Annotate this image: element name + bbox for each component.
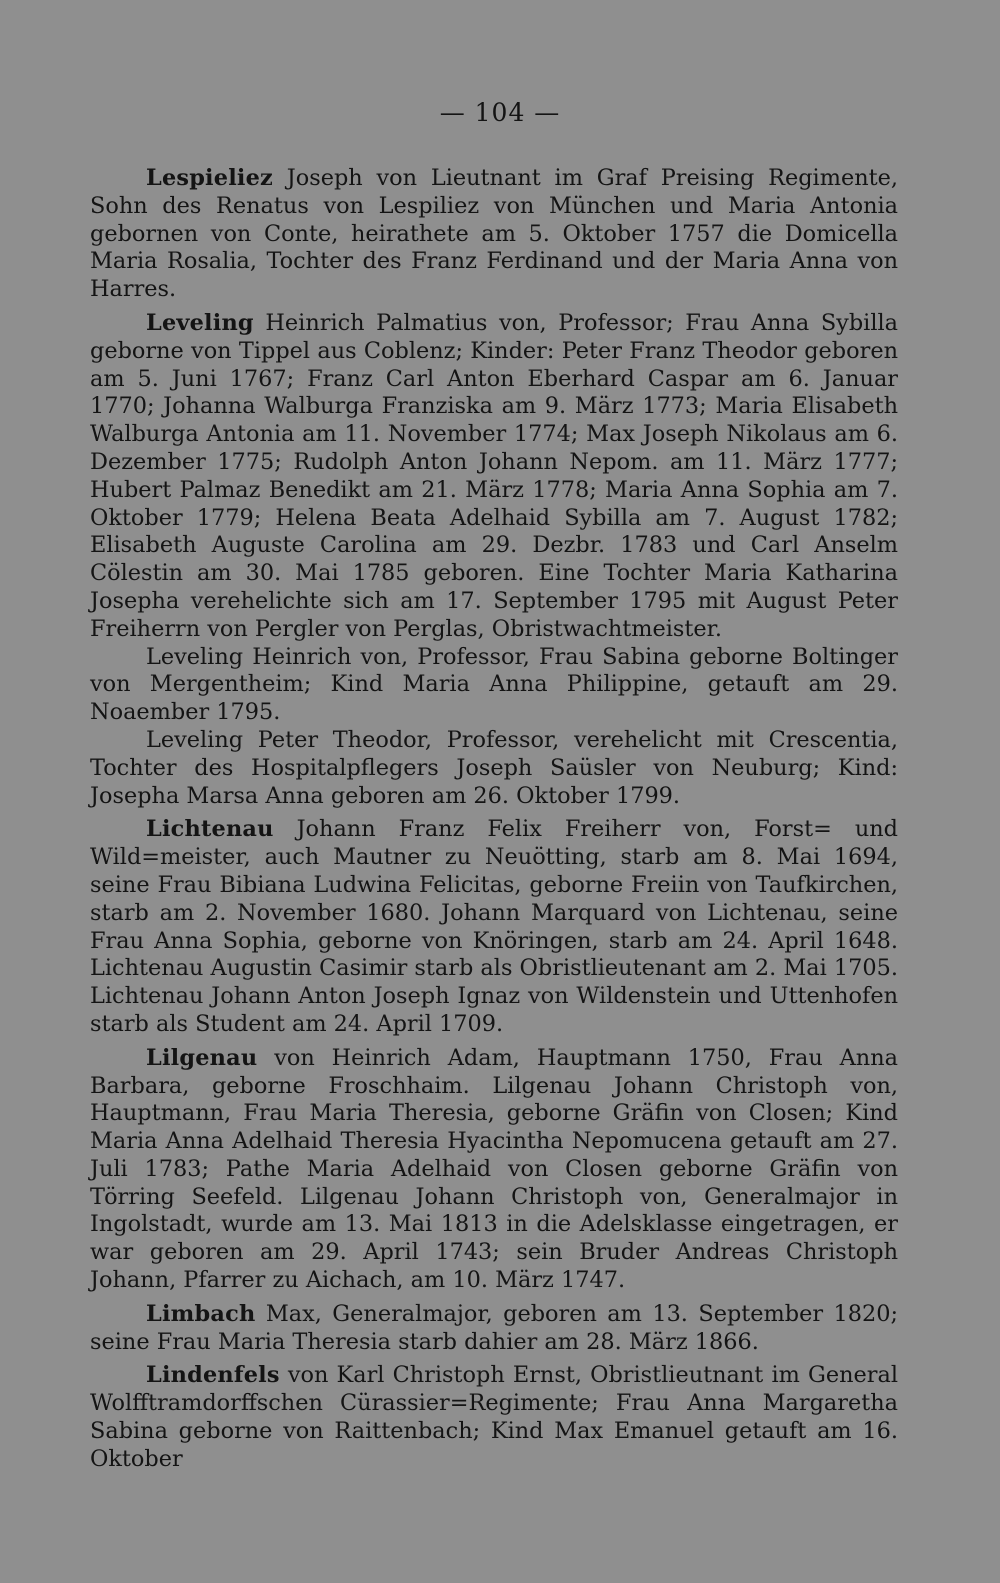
entry-text: von Heinrich Adam, Hauptmann 1750, Frau Anna Barbara, geborne Froschhaim. Lilgenau Johann Christoph von, Hauptmann, Frau Maria Theresia, geborne Gräfin von Closen; Kind Maria Anna Adelhaid Theresia Hyacintha Nepomucena getauft am 27. Juli 1783; Pathe Maria Adelhaid von Closen geborne Gräfin von Törring Seefeld. Lilgenau Johann Christoph von, Generalmajor in Ingolstadt, wurde am 13. Mai 1813 in die Adelsklasse eingetragen, er war geboren am 29. April 1743; sein Bruder Andreas Christoph Johann, Pfarrer zu Aichach, am 10. März 1747.: [90, 1044, 898, 1294]
entry-text: Leveling Heinrich von, Professor, Frau Sabina geborne Boltinger von Mergentheim; Kind Maria Anna Philippine, getauft am 29. Noaember 1795.: [90, 643, 898, 726]
entry-lindenfels: [90, 1362, 898, 1473]
entry-text: Joseph von Lieutnant im Graf Preising Regimente, Sohn des Renatus von Lespiliez von München und Maria Antonia gebornen von Conte, heirathete am 5. Oktober 1757 die Domicella Maria Rosalia, Tochter des Franz Ferdinand und der Maria Anna von Harres.: [90, 165, 898, 303]
entry-text: von Karl Christoph Ernst, Obristlieutnant im General Wolfftramdorffschen Cürassier=Regimente; Frau Anna Margaretha Sabina geborne von Raittenbach; Kind Max Emanuel getauft am 16. Oktober: [90, 1362, 898, 1472]
page-number: — 104 —: [439, 98, 561, 127]
entry-lilgenau: [90, 1045, 898, 1295]
entry-text: Johann Franz Felix Freiherr von, Forst= und Wild=meister, auch Mautner zu Neuötting, starb am 8. Mai 1694, seine Frau Bibiana Ludwina Felicitas, geborne Freiin von Taufkirchen, starb am 2. November 1680. Johann Marquard von Lichtenau, seine Frau Anna Sophia, geborne von Knöringen, starb am 24. April 1648. Lichtenau Augustin Casimir starb als Obristlieutenant am 2. Mai 1705. Lichtenau Johann Anton Joseph Ignaz von Wildenstein und Uttenhofen starb als Student am 24. April 1709.: [90, 816, 898, 1037]
entry-leveling: [90, 310, 898, 644]
entry-text: Max, Generalmajor, geboren am 13. September 1820; seine Frau Maria Theresia starb dahier am 28. März 1866.: [90, 1300, 898, 1355]
entry-lespieliez: [90, 165, 898, 304]
entry-headword: Lilgenau: [146, 1044, 258, 1071]
entry-text: Leveling Peter Theodor, Professor, verehelicht mit Crescentia, Tochter des Hospitalpflegers Joseph Saüsler von Neuburg; Kind: Josepha Marsa Anna geboren am 26. Oktober 1799.: [90, 726, 898, 809]
entry-headword: Leveling: [146, 309, 254, 336]
entry-limbach: [90, 1301, 898, 1357]
entry-text: Heinrich Palmatius von, Professor; Frau Anna Sybilla geborne von Tippel aus Coblenz; Kinder: Peter Franz Theodor geboren am 5. Juni 1767; Franz Carl Anton Eberhard Caspar am 6. Januar 1770; Johanna Walburga Franziska am 9. März 1773; Maria Elisabeth Walburga Antonia am 11. November 1774; Max Joseph Nikolaus am 6. Dezember 1775; Rudolph Anton Johann Nepom. am 11. März 1777; Hubert Palmaz Benedikt am 21. März 1778; Maria Anna Sophia am 7. Oktober 1779; Helena Beata Adelhaid Sybilla am 7. August 1782; Elisabeth Auguste Carolina am 29. Dezbr. 1783 und Carl Anselm Cölestin am 30. Mai 1785 geboren. Eine Tochter Maria Katharina Josepha verehelichte sich am 17. September 1795 mit August Peter Freiherrn von Pergler von Perglas, Obristwachtmeister.: [90, 309, 898, 642]
entry-headword: Lindenfels: [146, 1362, 280, 1389]
entry-headword: Limbach: [146, 1300, 256, 1327]
entry-leveling-peter: [90, 727, 898, 810]
entry-headword: Lespieliez: [146, 165, 273, 191]
entry-lichtenau: [90, 816, 898, 1038]
text-body: [90, 165, 898, 1474]
entry-headword: Lichtenau: [146, 816, 274, 843]
entry-leveling-heinrich: [90, 644, 898, 727]
